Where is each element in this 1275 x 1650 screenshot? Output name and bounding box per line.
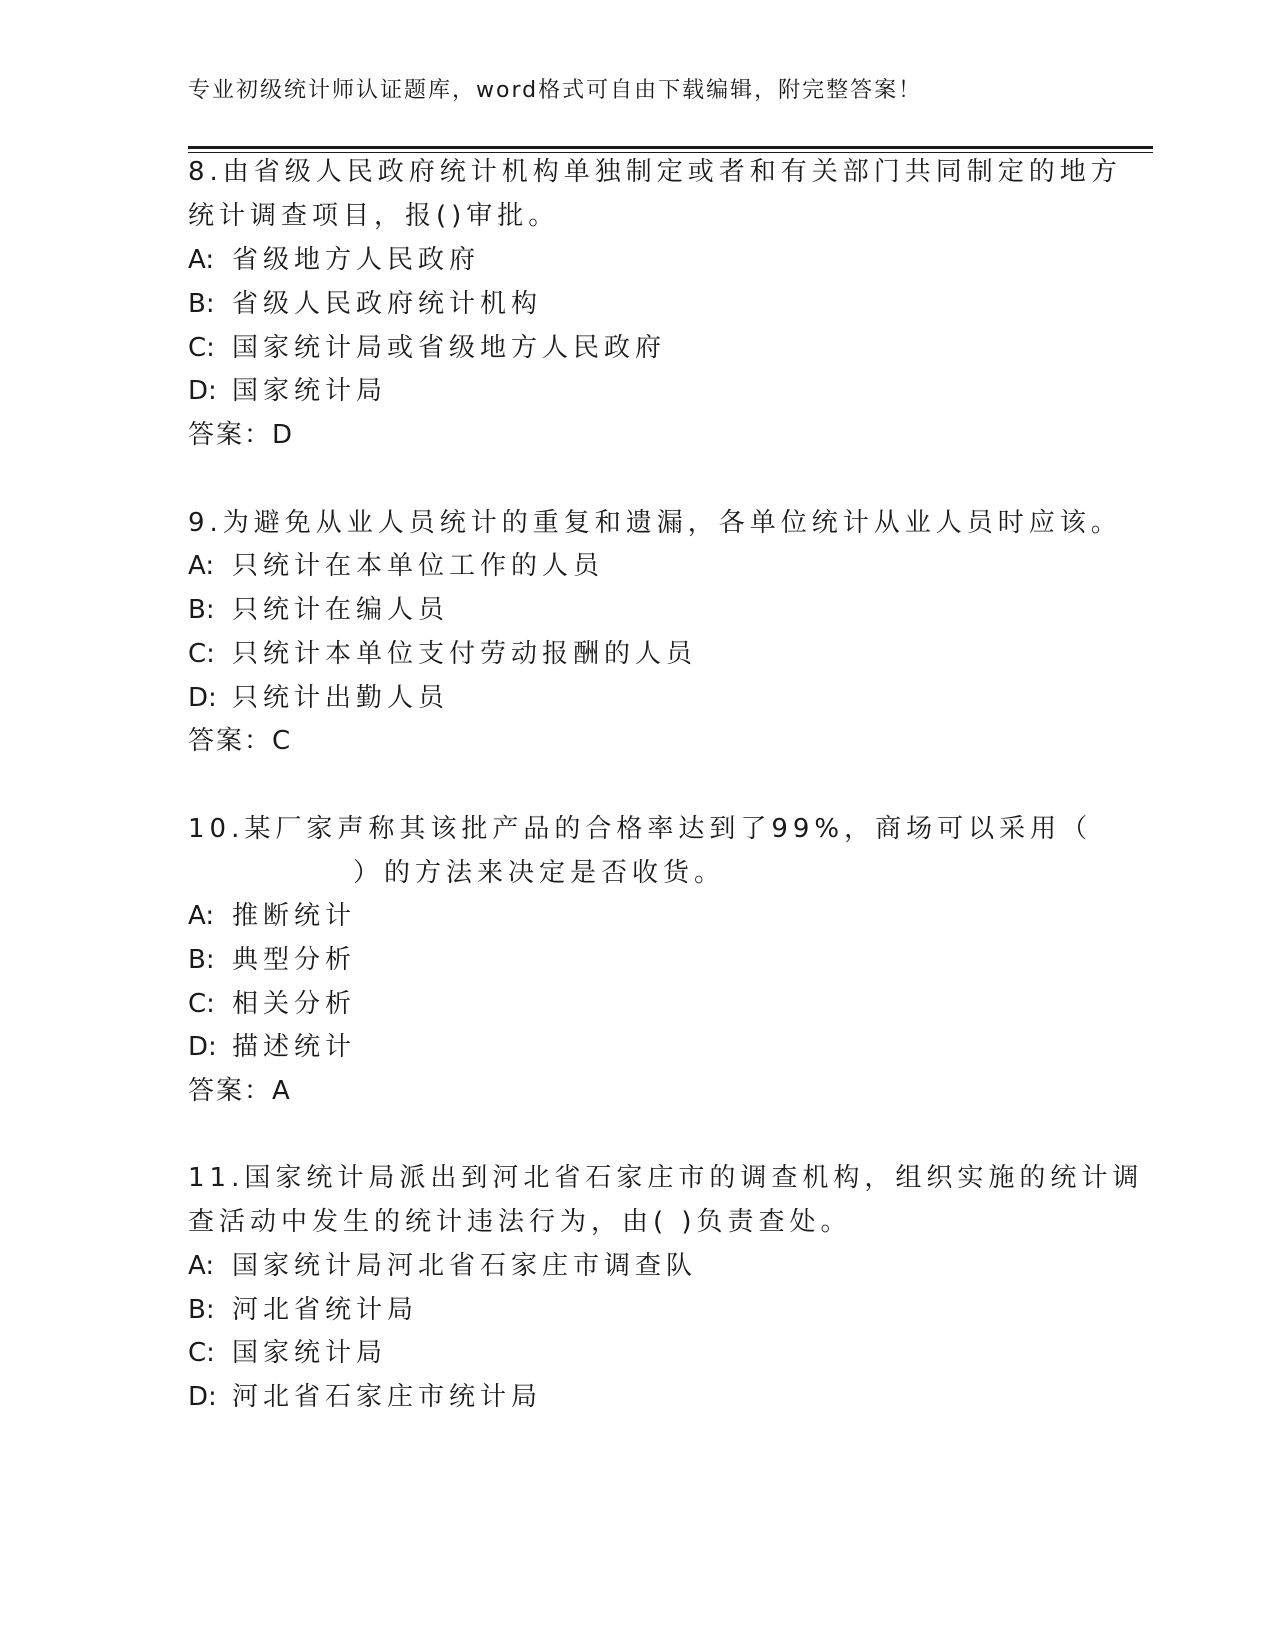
question-9-option-b [188,590,449,630]
option-text: 国家统计局 [232,376,388,406]
option-label: D: [188,1382,217,1412]
question-9-option-d [188,678,449,718]
option-label: A: [188,551,215,581]
option-label: B: [188,1295,215,1325]
option-text: 只统计在本单位工作的人员 [232,551,605,581]
option-text: 国家统计局或省级地方人民政府 [232,333,667,363]
question-11-option-b [188,1290,418,1330]
question-10-option-c [188,984,356,1024]
question-9-option-c [188,634,697,674]
option-label: C: [188,989,215,1019]
option-text: 只统计本单位支付劳动报酬的人员 [232,639,698,669]
option-label: D: [188,683,217,713]
option-label: A: [188,1251,215,1281]
option-text: 国家统计局河北省石家庄市调查队 [232,1251,698,1281]
question-8-option-d [188,371,387,411]
question-11-option-a [188,1246,697,1286]
question-9-option-a [188,546,604,586]
option-text: 河北省石家庄市统计局 [232,1382,543,1412]
option-label: C: [188,333,215,363]
option-text: 描述统计 [232,1032,357,1062]
option-text: 相关分析 [232,989,357,1019]
question-11-option-c [188,1333,387,1373]
question-10-stem-line-1: 10.某厂家声称其该批产品的合格率达到了99%，商场可以采用（ [188,814,1093,844]
option-label: B: [188,289,215,319]
question-10-option-d [188,1027,356,1067]
document-header: 专业初级统计师认证题库，word格式可自由下载编辑，附完整答案！ [188,78,923,103]
question-11-stem-line-1: 11.国家统计局派出到河北省石家庄市的调查机构，组织实施的统计调 [188,1163,1144,1193]
option-label: D: [188,1032,217,1062]
option-label: B: [188,945,215,975]
option-text: 只统计在编人员 [232,595,450,625]
option-text: 河北省统计局 [232,1295,419,1325]
question-8-option-a [188,240,480,280]
option-text: 省级地方人民政府 [232,245,481,275]
option-text: 国家统计局 [232,1338,388,1368]
option-text: 只统计出勤人员 [232,683,450,713]
question-8-stem-line-2: 统计调查项目，报()审批。 [188,201,560,231]
question-9-stem-line-1: 9.为避免从业人员统计的重复和遗漏，各单位统计从业人员时应该。 [188,508,1122,538]
option-label: C: [188,639,215,669]
question-8-stem-line-1: 8.由省级人民政府统计机构单独制定或者和有关部门共同制定的地方 [188,157,1122,187]
question-8-answer: 答案：D [188,420,295,450]
header-divider-thick [188,146,1153,149]
option-label: B: [188,595,215,625]
question-8-option-b [188,284,542,324]
question-11-stem-line-2: 查活动中发生的统计违法行为，由( )负责查处。 [188,1207,852,1237]
question-10-stem-line-2: ）的方法来决定是否收货。 [353,858,726,888]
question-8-option-c [188,328,666,368]
question-9-answer: 答案：C [188,726,293,756]
option-label: A: [188,245,215,275]
option-label: D: [188,376,217,406]
option-label: A: [188,901,215,931]
option-text: 推断统计 [232,901,357,931]
question-10-option-b [188,940,356,980]
question-10-answer: 答案：A [188,1076,292,1106]
option-text: 省级人民政府统计机构 [232,289,543,319]
question-10-option-a [188,896,356,936]
question-11-option-d [188,1377,542,1417]
option-text: 典型分析 [232,945,357,975]
option-label: C: [188,1338,215,1368]
